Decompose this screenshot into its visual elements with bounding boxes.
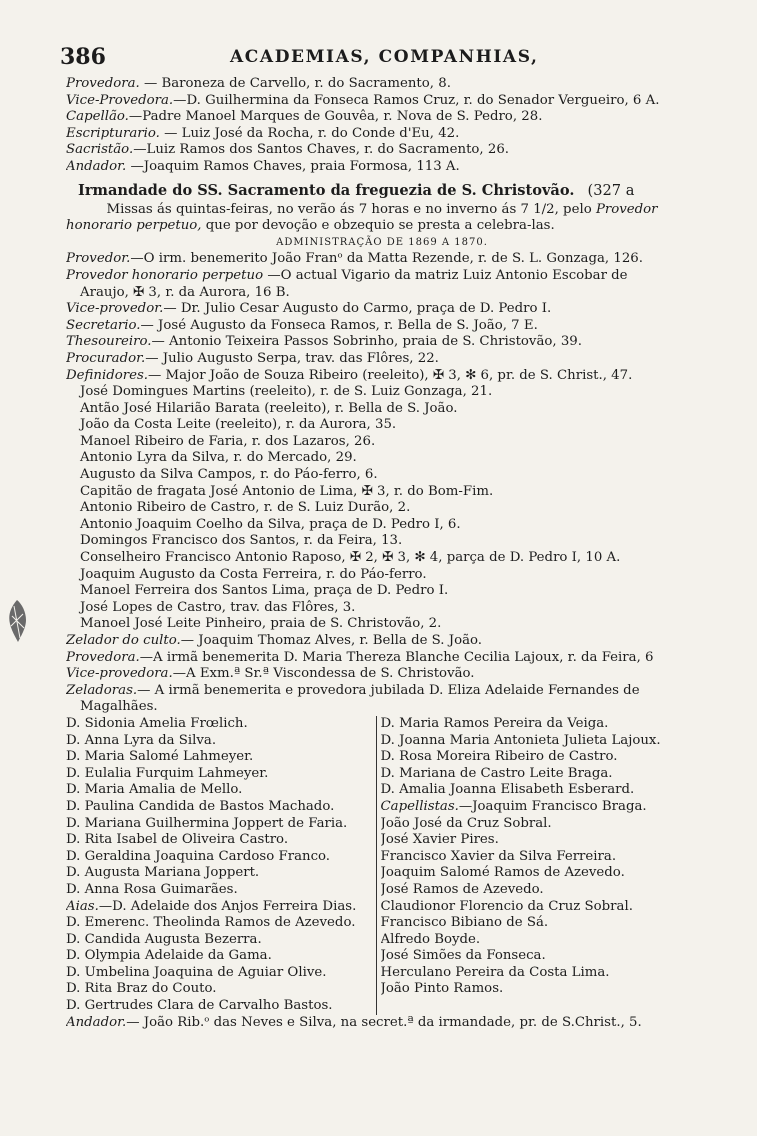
text-line <box>66 76 698 93</box>
line-text: D. Rosa Moreira Ribeiro de Castro. <box>380 749 618 765</box>
section-title: Irmandade do SS. Sacramento da freguezia de S. Christovão. (327 a <box>78 181 635 199</box>
line-text: D. Rita Isabel de Oliveira Castro. <box>66 832 289 848</box>
line-text: D. Umbelina Joaquina de Aguiar Olive. <box>66 964 327 980</box>
text-line <box>66 899 376 916</box>
text-line <box>66 965 376 982</box>
text-line <box>66 384 698 401</box>
text-line <box>66 126 698 143</box>
administration-heading: ADMINISTRAÇÃO DE 1869 A 1870. <box>276 236 488 248</box>
left-column <box>66 716 376 1015</box>
line-text: D. Geraldina Joaquina Cardoso Franco. <box>66 848 331 864</box>
line-text: Joaquim Augusto da Costa Ferreira, r. do Páo-ferro. <box>80 566 427 582</box>
text-line <box>66 981 376 998</box>
text-line <box>66 932 376 949</box>
text-line <box>66 998 376 1015</box>
text-line <box>66 733 376 750</box>
text-line <box>66 318 698 335</box>
section-intro-1: Missas ás quintas-feiras, no verão ás 7 horas e no inverno ás 7 1/2, pelo Provedor <box>106 201 658 217</box>
line-label: Capellistas. <box>380 798 459 814</box>
line-text: Francisco Bibiano de Sá. <box>380 915 549 931</box>
line-label: Provedor honorario perpetuo <box>66 267 264 283</box>
text-line <box>66 716 376 733</box>
text-line <box>66 600 698 617</box>
text-line <box>66 683 698 700</box>
text-line <box>381 981 699 998</box>
line-text: José Ramos de Azevedo. <box>380 881 544 897</box>
line-text: — Baroneza de Carvello, r. do Sacramento, 8. <box>139 76 451 91</box>
line-text: D. Candida Augusta Bezerra. <box>66 931 262 947</box>
text-line <box>66 351 698 368</box>
text-line <box>66 550 698 567</box>
text-line <box>66 334 698 351</box>
line-label: Zeladoras. <box>66 682 138 698</box>
line-text: D. Mariana de Castro Leite Braga. <box>380 765 613 781</box>
line-text: Augusto da Silva Campos, r. do Páo-ferro, 6. <box>80 467 378 483</box>
running-title: ACADEMIAS, COMPANHIAS, <box>230 47 539 67</box>
line-text: D. Rita Braz do Couto. <box>66 981 217 997</box>
line-label: Provedor. <box>66 251 131 267</box>
line-label: Vice-provedora. <box>66 666 173 682</box>
text-line <box>66 500 698 517</box>
text-line <box>66 301 698 318</box>
line-text: — Antonio Teixeira Passos Sobrinho, praia de S. Christovão, 39. <box>151 334 582 350</box>
line-text: Alfredo Boyde. <box>380 931 481 947</box>
text-line <box>381 948 699 965</box>
text-line <box>381 766 699 783</box>
line-text: José Domingues Martins (reeleito), r. de S. Luiz Gonzaga, 21. <box>80 384 493 400</box>
line-text: Magalhães. <box>80 699 158 715</box>
line-text: D. Amalia Joanna Elisabeth Esberard. <box>380 782 635 798</box>
line-text: João Pinto Ramos. <box>380 981 504 997</box>
line-text: Antonio Ribeiro de Castro, r. de S. Luiz Durão, 2. <box>80 500 411 516</box>
line-text: Conselheiro Francisco Antonio Raposo, ✠ 2, ✠ 3, ✻ 4, parça de D. Pedro I, 10 A. <box>80 550 621 566</box>
line-text: Antão José Hilarião Barata (reeleito), r. Bella de S. João. <box>80 400 458 416</box>
text-line <box>66 368 698 385</box>
line-label: Capellão. <box>66 109 129 125</box>
text-line <box>66 285 698 302</box>
text-line <box>381 716 699 733</box>
text-line <box>66 616 698 633</box>
page-header <box>60 44 700 70</box>
line-text: José Simões da Fonseca. <box>380 948 546 964</box>
line-text: João da Costa Leite (reeleito), r. da Aurora, 35. <box>80 417 397 433</box>
line-text: José Xavier Pires. <box>380 832 499 848</box>
text-line <box>66 633 698 650</box>
right-column <box>376 716 699 1015</box>
line-text: D. Maria Ramos Pereira da Veiga. <box>380 715 609 731</box>
line-text: D. Emerenc. Theolinda Ramos de Azevedo. <box>66 915 356 931</box>
text-line <box>381 816 699 833</box>
text-line <box>381 733 699 750</box>
text-line <box>66 782 376 799</box>
line-text: Claudionor Florencio da Cruz Sobral. <box>380 898 633 914</box>
line-text: Manoel Ferreira dos Santos Lima, praça de D. Pedro I. <box>80 583 449 599</box>
text-line <box>66 484 698 501</box>
line-text: Araujo, ✠ 3, r. da Aurora, 16 B. <box>80 284 290 300</box>
text-line <box>66 816 376 833</box>
line-text: Antonio Lyra da Silva, r. do Mercado, 29. <box>80 450 357 466</box>
line-label: Escripturario. <box>66 125 160 141</box>
line-text: D. Olympia Adelaide da Gama. <box>66 948 272 964</box>
line-text: —Joaquim Francisco Braga. <box>458 798 647 814</box>
margin-ink-mark <box>4 598 30 644</box>
text-line <box>66 666 698 683</box>
two-column-list <box>66 716 698 1015</box>
text-line <box>381 832 699 849</box>
line-label: Andador. <box>66 158 127 174</box>
text-line <box>66 142 698 159</box>
line-text: D. Anna Rosa Guimarães. <box>66 881 238 897</box>
line-text: D. Maria Salomé Lahmeyer. <box>66 749 254 765</box>
line-text: Manoel José Leite Pinheiro, praia de S. Christovão, 2. <box>80 616 442 632</box>
line-label: Provedora. <box>66 76 140 91</box>
page-number: 386 <box>60 44 106 70</box>
line-text: Domingos Francisco dos Santos, r. da Feira, 13. <box>80 533 403 549</box>
text-line <box>66 882 376 899</box>
text-line <box>66 467 698 484</box>
line-label: Zelador do culto. <box>66 633 181 648</box>
text-line <box>66 865 376 882</box>
text-line <box>66 583 698 600</box>
line-label: Sacristão. <box>66 142 134 158</box>
text-line <box>381 899 699 916</box>
line-text: D. Maria Amalia de Mello. <box>66 782 243 798</box>
top-list <box>66 76 698 176</box>
text-line <box>381 749 699 766</box>
line-text: D. Anna Lyra da Silva. <box>66 732 217 748</box>
text-line <box>66 799 376 816</box>
text-line <box>66 948 376 965</box>
line-text: Francisco Xavier da Silva Ferreira. <box>380 848 617 864</box>
line-label: Vice-Provedora. <box>66 92 174 108</box>
text-line <box>66 401 698 418</box>
line-text: —Padre Manoel Marques de Gouvêa, r. Nova de S. Pedro, 28. <box>128 109 543 125</box>
line-label: Definidores. <box>66 367 149 383</box>
line-label: Thesoureiro. <box>66 334 152 350</box>
text-line <box>66 567 698 584</box>
text-line <box>381 849 699 866</box>
text-line <box>66 699 698 716</box>
text-line <box>66 268 698 285</box>
line-label: Procurador. <box>66 350 146 366</box>
line-label: Aias. <box>66 898 99 914</box>
page-content <box>66 76 698 1031</box>
text-line <box>66 109 698 126</box>
line-text: — Joaquim Thomaz Alves, r. Bella de S. João. <box>180 633 483 648</box>
text-line <box>66 749 376 766</box>
text-line <box>381 782 699 799</box>
text-line <box>66 450 698 467</box>
text-line <box>66 533 698 550</box>
line-text: — Dr. Julio Cesar Augusto do Carmo, praça de D. Pedro I. <box>163 301 552 317</box>
text-line <box>381 882 699 899</box>
line-text: Herculano Pereira da Costa Lima. <box>380 964 610 980</box>
line-text: —O actual Vigario da matriz Luiz Antonio Escobar de <box>263 267 628 283</box>
line-text: D. Gertrudes Clara de Carvalho Bastos. <box>66 998 333 1014</box>
line-text: José Lopes de Castro, trav. das Flôres, 3. <box>80 599 356 615</box>
line-text: D. Augusta Mariana Joppert. <box>66 865 260 881</box>
line-text: — Julio Augusto Serpa, trav. das Flôres, 22. <box>145 350 439 366</box>
line-text: —D. Guilhermina da Fonseca Ramos Cruz, r. do Senador Vergueiro, 6 A. <box>173 92 660 108</box>
line-text: —A irmã benemerita D. Maria Thereza Blanche Cecilia Lajoux, r. da Feira, 6 <box>139 649 654 665</box>
text-line <box>66 849 376 866</box>
line-text: Manoel Ribeiro de Faria, r. dos Lazaros, 26. <box>80 433 376 449</box>
text-line <box>66 517 698 534</box>
line-text: —Joaquim Ramos Chaves, praia Formosa, 113 A. <box>126 158 460 174</box>
line-text: —D. Adelaide dos Anjos Ferreira Dias. <box>98 898 357 914</box>
text-line <box>66 417 698 434</box>
line-text: João José da Cruz Sobral. <box>380 815 552 831</box>
line-text: —Luiz Ramos dos Santos Chaves, r. do Sacramento, 26. <box>133 142 510 158</box>
line-text: — A irmã benemerita e provedora jubilada D. Eliza Adelaide Fernandes de <box>137 682 640 698</box>
line-text: —O irm. benemerito João Franᵒ da Matta Rezende, r. de S. L. Gonzaga, 126. <box>130 251 643 267</box>
text-line <box>66 251 698 268</box>
line-text: — Major João de Souza Ribeiro (reeleito), ✠ 3, ✻ 6, pr. de S. Christ., 47. <box>148 367 633 383</box>
line-text: Antonio Joaquim Coelho da Silva, praça de D. Pedro I, 6. <box>80 516 461 532</box>
text-line <box>381 915 699 932</box>
text-line <box>381 965 699 982</box>
text-line <box>66 650 698 667</box>
line-text: D. Sidonia Amelia Frœlich. <box>66 715 248 731</box>
text-line <box>66 766 376 783</box>
section-intro-2: honorario perpetuo, que por devoção e obzequio se presta a celebra-las. <box>66 218 555 234</box>
text-line <box>66 434 698 451</box>
line-label: Provedora. <box>66 649 140 665</box>
text-line <box>66 159 698 176</box>
line-text: D. Joanna Maria Antonieta Julieta Lajoux. <box>380 732 661 748</box>
text-line <box>66 915 376 932</box>
text-line <box>66 832 376 849</box>
line-text: D. Eulalia Furquim Lahmeyer. <box>66 765 269 781</box>
line-text: Joaquim Salomé Ramos de Azevedo. <box>380 865 625 881</box>
line-label: Secretario. <box>66 317 141 333</box>
text-line <box>381 865 699 882</box>
admin-list <box>66 251 698 716</box>
text-line <box>66 93 698 110</box>
line-text: — Luiz José da Rocha, r. do Conde d'Eu, 42. <box>159 125 460 141</box>
line-text: — José Augusto da Fonseca Ramos, r. Bella de S. João, 7 E. <box>140 317 538 333</box>
line-text: Capitão de fragata José Antonio de Lima, ✠ 3, r. do Bom-Fim. <box>80 483 494 499</box>
line-text: D. Mariana Guilhermina Joppert de Faria. <box>66 815 348 831</box>
footer-line: Andador.— João Rib.ᵒ das Neves e Silva, na secret.ª da irmandade, pr. de S.Christ., 5. <box>66 1014 642 1030</box>
line-label: Vice-provedor. <box>66 301 164 317</box>
line-text: —A Exm.ª Sr.ª Viscondessa de S. Christovão. <box>172 666 475 682</box>
text-line <box>381 932 699 949</box>
line-text: D. Paulina Candida de Bastos Machado. <box>66 798 335 814</box>
text-line <box>381 799 699 816</box>
